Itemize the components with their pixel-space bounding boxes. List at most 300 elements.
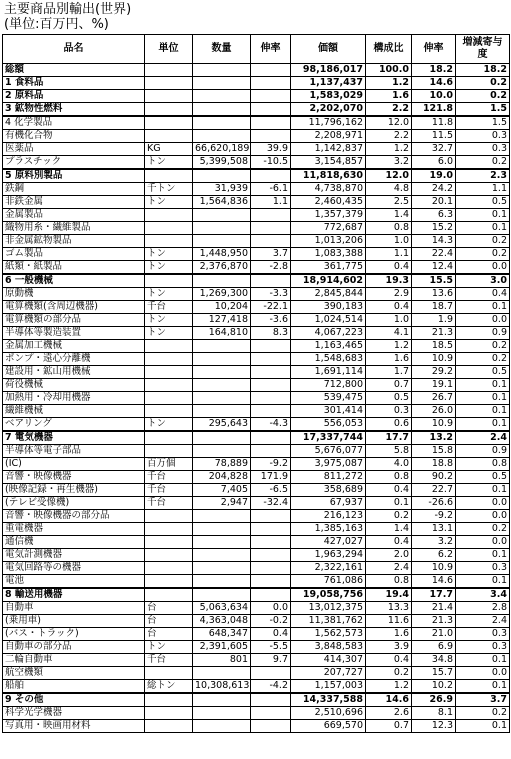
cell-share: 0.1 bbox=[366, 497, 412, 510]
cell-contribution: 0.0 bbox=[456, 261, 510, 275]
cell-unit: 百万個 bbox=[145, 458, 193, 471]
cell-name: 6 一般機械 bbox=[3, 274, 145, 288]
cell-contribution: 0.1 bbox=[456, 222, 510, 235]
cell-share: 3.9 bbox=[366, 641, 412, 654]
table-row bbox=[3, 707, 510, 720]
cell-share: 0.6 bbox=[366, 418, 412, 432]
cell-contribution: 0.5 bbox=[456, 366, 510, 379]
cell-quantity-growth bbox=[251, 720, 291, 733]
cell-quantity-growth: -32.4 bbox=[251, 497, 291, 510]
cell-contribution: 0.9 bbox=[456, 327, 510, 340]
cell-unit bbox=[145, 209, 193, 222]
cell-quantity bbox=[193, 366, 251, 379]
cell-quantity-growth bbox=[251, 588, 291, 602]
cell-contribution: 0.5 bbox=[456, 471, 510, 484]
table-row bbox=[3, 615, 510, 628]
cell-quantity-growth bbox=[251, 116, 291, 130]
table-row bbox=[3, 445, 510, 458]
cell-share: 1.2 bbox=[366, 77, 412, 90]
cell-quantity-growth bbox=[251, 431, 291, 445]
cell-contribution: 0.1 bbox=[456, 405, 510, 418]
cell-growth: 19.1 bbox=[412, 379, 456, 392]
cell-contribution: 0.1 bbox=[456, 720, 510, 733]
cell-quantity bbox=[193, 536, 251, 549]
cell-contribution: 0.1 bbox=[456, 549, 510, 562]
cell-share: 0.8 bbox=[366, 575, 412, 589]
cell-name: 4 化学製品 bbox=[3, 116, 145, 130]
cell-name: 3 鉱物性燃料 bbox=[3, 103, 145, 117]
cell-unit bbox=[145, 235, 193, 248]
table-row bbox=[3, 379, 510, 392]
cell-share: 0.4 bbox=[366, 261, 412, 275]
cell-quantity-growth: 39.9 bbox=[251, 143, 291, 156]
cell-value: 1,013,206 bbox=[291, 235, 366, 248]
cell-value: 4,738,870 bbox=[291, 183, 366, 196]
cell-unit: トン bbox=[145, 641, 193, 654]
cell-name: 写真用・映画用材料 bbox=[3, 720, 145, 733]
cell-value: 3,154,857 bbox=[291, 156, 366, 170]
table-title: 主要商品別輸出(世界) bbox=[4, 2, 132, 17]
cell-contribution: 0.8 bbox=[456, 458, 510, 471]
cell-contribution: 1.1 bbox=[456, 183, 510, 196]
cell-share: 3.2 bbox=[366, 156, 412, 170]
cell-growth: 13.2 bbox=[412, 431, 456, 445]
cell-quantity-growth bbox=[251, 64, 291, 77]
cell-value: 14,337,588 bbox=[291, 693, 366, 707]
cell-growth: 22.4 bbox=[412, 248, 456, 261]
cell-quantity-growth bbox=[251, 510, 291, 523]
cell-unit bbox=[145, 431, 193, 445]
cell-share: 2.9 bbox=[366, 288, 412, 301]
cell-name: 科学光学機器 bbox=[3, 707, 145, 720]
cell-quantity: 10,204 bbox=[193, 301, 251, 314]
cell-growth: 15.7 bbox=[412, 667, 456, 680]
cell-contribution: 3.4 bbox=[456, 588, 510, 602]
cell-unit: トン bbox=[145, 261, 193, 275]
cell-name: 自動車 bbox=[3, 602, 145, 615]
cell-growth: 18.7 bbox=[412, 301, 456, 314]
cell-quantity: 31,939 bbox=[193, 183, 251, 196]
cell-quantity: 7,405 bbox=[193, 484, 251, 497]
cell-value: 556,053 bbox=[291, 418, 366, 432]
cell-growth: 10.2 bbox=[412, 680, 456, 694]
cell-quantity-growth bbox=[251, 667, 291, 680]
cell-value: 2,208,971 bbox=[291, 130, 366, 143]
cell-name: 総額 bbox=[3, 64, 145, 77]
cell-quantity-growth bbox=[251, 235, 291, 248]
cell-share: 14.6 bbox=[366, 693, 412, 707]
cell-quantity bbox=[193, 575, 251, 589]
cell-quantity bbox=[193, 707, 251, 720]
cell-contribution: 0.2 bbox=[456, 707, 510, 720]
cell-contribution: 0.1 bbox=[456, 392, 510, 405]
cell-quantity-growth bbox=[251, 707, 291, 720]
cell-value: 1,562,573 bbox=[291, 628, 366, 641]
cell-quantity-growth bbox=[251, 445, 291, 458]
cell-quantity bbox=[193, 222, 251, 235]
cell-name: 自動車の部分品 bbox=[3, 641, 145, 654]
cell-share: 5.8 bbox=[366, 445, 412, 458]
cell-unit: トン bbox=[145, 156, 193, 170]
cell-share: 1.2 bbox=[366, 680, 412, 694]
cell-growth: 14.6 bbox=[412, 575, 456, 589]
cell-growth: 10.9 bbox=[412, 353, 456, 366]
cell-quantity-growth bbox=[251, 392, 291, 405]
cell-quantity: 78,889 bbox=[193, 458, 251, 471]
cell-growth: -26.6 bbox=[412, 497, 456, 510]
cell-quantity: 2,376,870 bbox=[193, 261, 251, 275]
cell-unit: 台 bbox=[145, 615, 193, 628]
cell-quantity bbox=[193, 523, 251, 536]
cell-value: 772,687 bbox=[291, 222, 366, 235]
table-row bbox=[3, 209, 510, 222]
cell-quantity bbox=[193, 379, 251, 392]
cell-contribution: 0.1 bbox=[456, 379, 510, 392]
cell-quantity-growth: -9.2 bbox=[251, 458, 291, 471]
cell-quantity-growth: -3.6 bbox=[251, 314, 291, 327]
table-row bbox=[3, 64, 510, 77]
cell-share: 2.5 bbox=[366, 196, 412, 209]
table-row bbox=[3, 523, 510, 536]
cell-growth: 26.7 bbox=[412, 392, 456, 405]
cell-value: 216,123 bbox=[291, 510, 366, 523]
cell-growth: 14.6 bbox=[412, 77, 456, 90]
cell-quantity bbox=[193, 64, 251, 77]
cell-contribution: 18.2 bbox=[456, 64, 510, 77]
cell-name: 紙類・紙製品 bbox=[3, 261, 145, 275]
cell-name: 航空機類 bbox=[3, 667, 145, 680]
cell-name: 重電機器 bbox=[3, 523, 145, 536]
cell-name: 荷役機械 bbox=[3, 379, 145, 392]
cell-quantity-growth bbox=[251, 274, 291, 288]
cell-quantity: 4,363,048 bbox=[193, 615, 251, 628]
cell-name: 金属製品 bbox=[3, 209, 145, 222]
cell-unit bbox=[145, 523, 193, 536]
cell-quantity-growth: -4.2 bbox=[251, 680, 291, 694]
cell-name: 7 電気機器 bbox=[3, 431, 145, 445]
cell-quantity-growth bbox=[251, 549, 291, 562]
cell-growth: 29.2 bbox=[412, 366, 456, 379]
cell-contribution: 0.1 bbox=[456, 654, 510, 667]
cell-quantity bbox=[193, 510, 251, 523]
cell-name: 半導体等製造装置 bbox=[3, 327, 145, 340]
cell-value: 2,845,844 bbox=[291, 288, 366, 301]
table-row bbox=[3, 602, 510, 615]
table-row bbox=[3, 720, 510, 733]
cell-share: 0.2 bbox=[366, 510, 412, 523]
table-row bbox=[3, 667, 510, 680]
header-name: 品名 bbox=[3, 35, 145, 64]
cell-growth: 12.4 bbox=[412, 261, 456, 275]
cell-contribution: 0.0 bbox=[456, 536, 510, 549]
cell-growth: 10.0 bbox=[412, 90, 456, 103]
cell-quantity-growth bbox=[251, 209, 291, 222]
cell-growth: 121.8 bbox=[412, 103, 456, 117]
cell-unit bbox=[145, 103, 193, 117]
cell-share: 13.3 bbox=[366, 602, 412, 615]
table-row bbox=[3, 510, 510, 523]
cell-share: 11.6 bbox=[366, 615, 412, 628]
cell-name: 音響・映像機器 bbox=[3, 471, 145, 484]
cell-unit: 総トン bbox=[145, 680, 193, 694]
cell-share: 17.7 bbox=[366, 431, 412, 445]
cell-value: 13,012,375 bbox=[291, 602, 366, 615]
cell-quantity-growth bbox=[251, 536, 291, 549]
cell-name: 電気計測機器 bbox=[3, 549, 145, 562]
cell-growth: 34.8 bbox=[412, 654, 456, 667]
header-contribution: 増減寄与度 bbox=[456, 35, 510, 64]
table-row bbox=[3, 235, 510, 248]
table-row bbox=[3, 471, 510, 484]
cell-growth: 32.7 bbox=[412, 143, 456, 156]
cell-unit bbox=[145, 549, 193, 562]
cell-name: 有機化合物 bbox=[3, 130, 145, 143]
cell-value: 3,975,087 bbox=[291, 458, 366, 471]
cell-growth: 90.2 bbox=[412, 471, 456, 484]
cell-value: 4,067,223 bbox=[291, 327, 366, 340]
cell-contribution: 0.2 bbox=[456, 353, 510, 366]
cell-contribution: 0.1 bbox=[456, 575, 510, 589]
cell-value: 669,570 bbox=[291, 720, 366, 733]
cell-quantity-growth: -22.1 bbox=[251, 301, 291, 314]
cell-value: 98,186,017 bbox=[291, 64, 366, 77]
cell-value: 2,202,070 bbox=[291, 103, 366, 117]
cell-share: 12.0 bbox=[366, 116, 412, 130]
cell-growth: 24.2 bbox=[412, 183, 456, 196]
cell-value: 1,357,379 bbox=[291, 209, 366, 222]
cell-unit: トン bbox=[145, 327, 193, 340]
header-quantity: 数量 bbox=[193, 35, 251, 64]
cell-growth: 18.8 bbox=[412, 458, 456, 471]
cell-unit bbox=[145, 222, 193, 235]
cell-quantity-growth bbox=[251, 405, 291, 418]
cell-contribution: 0.3 bbox=[456, 562, 510, 575]
cell-name: 5 原料別製品 bbox=[3, 169, 145, 183]
cell-name: (テレビ受像機) bbox=[3, 497, 145, 510]
cell-name: 電算機類の部分品 bbox=[3, 314, 145, 327]
cell-quantity: 127,418 bbox=[193, 314, 251, 327]
table-row bbox=[3, 261, 510, 275]
cell-value: 390,183 bbox=[291, 301, 366, 314]
cell-quantity-growth bbox=[251, 693, 291, 707]
cell-contribution: 0.1 bbox=[456, 209, 510, 222]
cell-quantity bbox=[193, 77, 251, 90]
cell-contribution: 0.2 bbox=[456, 90, 510, 103]
table-row bbox=[3, 274, 510, 288]
cell-quantity bbox=[193, 445, 251, 458]
table-row bbox=[3, 196, 510, 209]
cell-quantity-growth bbox=[251, 169, 291, 183]
table-row bbox=[3, 497, 510, 510]
cell-quantity-growth bbox=[251, 575, 291, 589]
cell-name: 鉄鋼 bbox=[3, 183, 145, 196]
cell-unit: 千台 bbox=[145, 654, 193, 667]
table-row bbox=[3, 288, 510, 301]
cell-name: 電池 bbox=[3, 575, 145, 589]
cell-growth: 8.1 bbox=[412, 707, 456, 720]
cell-unit bbox=[145, 353, 193, 366]
cell-share: 0.2 bbox=[366, 667, 412, 680]
table-row bbox=[3, 248, 510, 261]
cell-quantity: 2,391,605 bbox=[193, 641, 251, 654]
cell-unit bbox=[145, 77, 193, 90]
cell-unit bbox=[145, 707, 193, 720]
cell-growth: 11.5 bbox=[412, 130, 456, 143]
cell-name: 非鉄金属 bbox=[3, 196, 145, 209]
cell-quantity bbox=[193, 392, 251, 405]
cell-quantity bbox=[193, 549, 251, 562]
cell-value: 1,142,837 bbox=[291, 143, 366, 156]
cell-quantity bbox=[193, 169, 251, 183]
cell-contribution: 0.1 bbox=[456, 680, 510, 694]
cell-contribution: 2.3 bbox=[456, 169, 510, 183]
cell-value: 11,818,630 bbox=[291, 169, 366, 183]
table-row bbox=[3, 103, 510, 117]
cell-quantity bbox=[193, 274, 251, 288]
cell-share: 12.0 bbox=[366, 169, 412, 183]
cell-share: 0.4 bbox=[366, 536, 412, 549]
cell-share: 19.4 bbox=[366, 588, 412, 602]
cell-growth: 21.3 bbox=[412, 327, 456, 340]
cell-name: ベアリング bbox=[3, 418, 145, 432]
cell-value: 1,385,163 bbox=[291, 523, 366, 536]
cell-quantity-growth: 171.9 bbox=[251, 471, 291, 484]
cell-contribution: 0.2 bbox=[456, 523, 510, 536]
cell-quantity bbox=[193, 353, 251, 366]
cell-quantity: 204,828 bbox=[193, 471, 251, 484]
cell-share: 0.8 bbox=[366, 222, 412, 235]
cell-contribution: 0.4 bbox=[456, 288, 510, 301]
cell-unit bbox=[145, 169, 193, 183]
cell-value: 2,322,161 bbox=[291, 562, 366, 575]
cell-value: 1,137,437 bbox=[291, 77, 366, 90]
cell-growth: 15.8 bbox=[412, 445, 456, 458]
cell-unit bbox=[145, 340, 193, 353]
cell-contribution: 0.9 bbox=[456, 445, 510, 458]
table-row bbox=[3, 549, 510, 562]
cell-growth: 13.6 bbox=[412, 288, 456, 301]
table-unit-note: (単位:百万円、%) bbox=[4, 17, 109, 32]
cell-unit: 台 bbox=[145, 628, 193, 641]
cell-name: 非金属鉱物製品 bbox=[3, 235, 145, 248]
cell-unit: KG bbox=[145, 143, 193, 156]
cell-quantity: 5,399,508 bbox=[193, 156, 251, 170]
cell-unit: トン bbox=[145, 288, 193, 301]
cell-share: 2.6 bbox=[366, 707, 412, 720]
cell-name: 二輪自動車 bbox=[3, 654, 145, 667]
cell-growth: 6.3 bbox=[412, 209, 456, 222]
cell-name: 2 原料品 bbox=[3, 90, 145, 103]
table-row bbox=[3, 77, 510, 90]
cell-growth: -9.2 bbox=[412, 510, 456, 523]
cell-quantity bbox=[193, 340, 251, 353]
table-row bbox=[3, 536, 510, 549]
cell-quantity bbox=[193, 235, 251, 248]
cell-quantity-growth: -3.3 bbox=[251, 288, 291, 301]
cell-share: 2.2 bbox=[366, 130, 412, 143]
cell-unit bbox=[145, 720, 193, 733]
cell-value: 1,691,114 bbox=[291, 366, 366, 379]
table-row bbox=[3, 418, 510, 432]
table-row bbox=[3, 90, 510, 103]
cell-share: 1.2 bbox=[366, 340, 412, 353]
table-row bbox=[3, 693, 510, 707]
cell-unit: 千台 bbox=[145, 484, 193, 497]
cell-quantity-growth bbox=[251, 130, 291, 143]
cell-contribution: 1.5 bbox=[456, 116, 510, 130]
cell-contribution: 0.3 bbox=[456, 130, 510, 143]
cell-growth: 13.1 bbox=[412, 523, 456, 536]
cell-unit bbox=[145, 64, 193, 77]
cell-quantity: 5,063,634 bbox=[193, 602, 251, 615]
cell-name: (乗用車) bbox=[3, 615, 145, 628]
cell-quantity bbox=[193, 209, 251, 222]
cell-quantity: 10,308,613 bbox=[193, 680, 251, 694]
cell-contribution: 0.3 bbox=[456, 143, 510, 156]
table-row bbox=[3, 116, 510, 130]
cell-share: 4.8 bbox=[366, 183, 412, 196]
cell-share: 1.4 bbox=[366, 209, 412, 222]
cell-name: 電算機類(含周辺機器) bbox=[3, 301, 145, 314]
cell-share: 1.7 bbox=[366, 366, 412, 379]
cell-unit bbox=[145, 667, 193, 680]
cell-name: 船舶 bbox=[3, 680, 145, 694]
cell-contribution: 0.5 bbox=[456, 196, 510, 209]
cell-contribution: 0.0 bbox=[456, 497, 510, 510]
cell-name: 音響・映像機器の部分品 bbox=[3, 510, 145, 523]
cell-growth: 6.2 bbox=[412, 549, 456, 562]
cell-quantity bbox=[193, 667, 251, 680]
cell-share: 0.4 bbox=[366, 484, 412, 497]
cell-share: 1.4 bbox=[366, 523, 412, 536]
cell-unit bbox=[145, 130, 193, 143]
table-row bbox=[3, 654, 510, 667]
cell-unit bbox=[145, 588, 193, 602]
cell-contribution: 2.4 bbox=[456, 431, 510, 445]
header-unit: 単位 bbox=[145, 35, 193, 64]
cell-contribution: 1.5 bbox=[456, 103, 510, 117]
cell-value: 539,475 bbox=[291, 392, 366, 405]
cell-quantity: 295,643 bbox=[193, 418, 251, 432]
cell-quantity bbox=[193, 562, 251, 575]
cell-quantity-growth: 3.7 bbox=[251, 248, 291, 261]
cell-share: 0.4 bbox=[366, 301, 412, 314]
cell-growth: 26.9 bbox=[412, 693, 456, 707]
cell-share: 2.0 bbox=[366, 549, 412, 562]
cell-quantity: 66,620,189 bbox=[193, 143, 251, 156]
cell-value: 414,307 bbox=[291, 654, 366, 667]
cell-quantity: 1,269,300 bbox=[193, 288, 251, 301]
cell-share: 1.6 bbox=[366, 353, 412, 366]
cell-quantity bbox=[193, 116, 251, 130]
cell-quantity: 2,947 bbox=[193, 497, 251, 510]
cell-unit bbox=[145, 405, 193, 418]
table-row bbox=[3, 340, 510, 353]
cell-growth: 6.9 bbox=[412, 641, 456, 654]
cell-name: 原動機 bbox=[3, 288, 145, 301]
cell-share: 0.5 bbox=[366, 392, 412, 405]
table-row bbox=[3, 366, 510, 379]
table-row bbox=[3, 562, 510, 575]
cell-value: 67,937 bbox=[291, 497, 366, 510]
cell-quantity-growth bbox=[251, 340, 291, 353]
cell-growth: 22.7 bbox=[412, 484, 456, 497]
cell-quantity-growth bbox=[251, 353, 291, 366]
table-row bbox=[3, 222, 510, 235]
cell-quantity: 1,448,950 bbox=[193, 248, 251, 261]
cell-unit bbox=[145, 366, 193, 379]
cell-quantity-growth: 8.3 bbox=[251, 327, 291, 340]
